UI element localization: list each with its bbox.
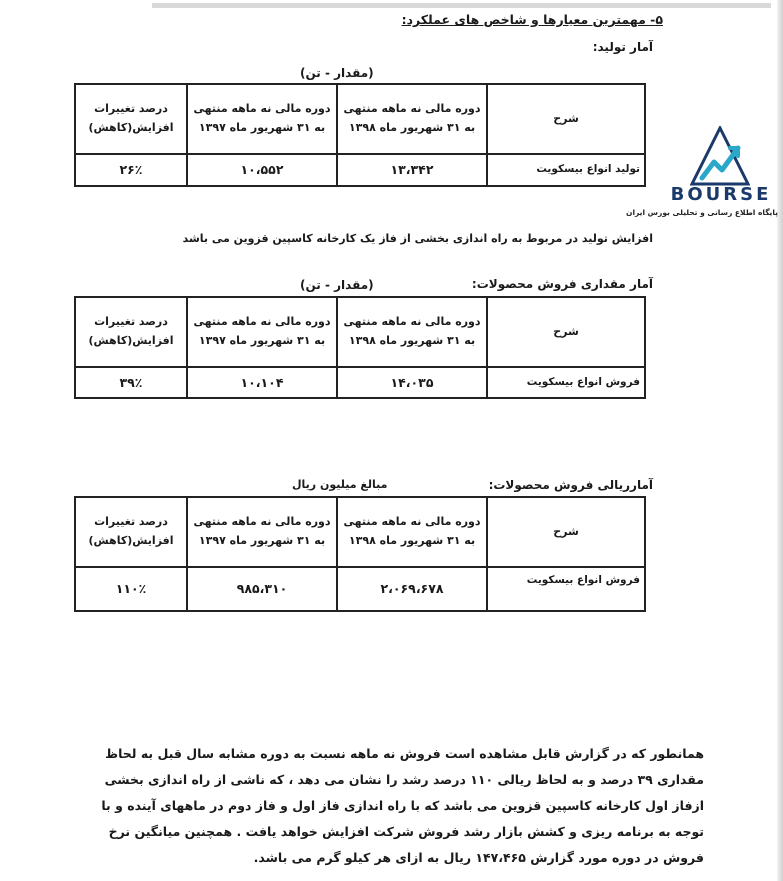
row-label: تولید انواع بیسکویت [487,154,645,186]
production-label: آمار تولید: [592,40,653,54]
value-current: ۱۳،۳۴۲ [337,154,487,186]
header-change: درصد تغییرات افزایش(کاهش) [75,297,187,367]
header-desc: شرح [487,497,645,567]
header-previous: دوره مالی نه ماهه منتهی به ۳۱ شهریور ماه ۱۳۹۷ [187,84,337,154]
sales-quantity-table [74,296,646,399]
header-current: دوره مالی نه ماهه منتهی به ۳۱ شهریور ماه ۱۳۹۸ [337,297,487,367]
table-header-row [75,297,645,367]
header-current: دوره مالی نه ماهه منتهی به ۳۱ شهریور ماه ۱۳۹۸ [337,497,487,567]
value-current: ۱۴،۰۳۵ [337,367,487,398]
header-change: درصد تغییرات افزایش(کاهش) [75,497,187,567]
paragraph-line: همانطور که در گزارش قابل مشاهده است فروش نه ماهه نسبت به دوره مشابه سال قبل به لحاظ [105,746,704,761]
production-table [74,83,646,187]
value-previous: ۱۰،۵۵۲ [187,154,337,186]
header-desc: شرح [487,297,645,367]
summary-paragraph [62,741,704,871]
logo-wordmark: BOURSE [670,184,772,205]
value-previous: ۹۸۵،۳۱۰ [187,567,337,611]
table-row [75,367,645,398]
paragraph-line: توجه به برنامه ریزی و کشش بازار رشد فروش شرکت افزایش خواهد یافت . همچنین میانگین نرخ [108,824,704,839]
logo-tagline: پایگاه اطلاع رسانی و تحلیلی بورس ایران [626,208,778,217]
table-row [75,154,645,186]
section-heading: ۵- مهمترین معیارها و شاخص های عملکرد: [401,12,663,27]
value-change: ۱۱۰٪ [75,567,187,611]
table-header-row [75,84,645,154]
sales-quantity-label: آمار مقداری فروش محصولات: [471,277,653,291]
paragraph-line: فروش در دوره مورد گزارش ۱۴۷،۴۶۵ ریال به ازای هر کیلو گرم می باشد. [253,850,704,865]
row-label: فروش انواع بیسکویت [487,367,645,398]
value-current: ۲،۰۶۹،۶۷۸ [337,567,487,611]
row-label: فروش انواع بیسکویت [487,567,645,611]
bourse-logo-icon [690,126,750,186]
sales-quantity-unit: (مقدار - تن) [300,278,374,292]
paragraph-line: ازفاز اول کارخانه کاسپین قزوین می باشد که با راه اندازی فاز اول و فاز دوم در ماههای آینده و با [101,798,704,813]
bourse-logo [626,126,778,222]
header-current: دوره مالی نه ماهه منتهی به ۳۱ شهریور ماه ۱۳۹۸ [337,84,487,154]
header-desc: شرح [487,84,645,154]
top-scan-bar [152,3,771,8]
header-previous: دوره مالی نه ماهه منتهی به ۳۱ شهریور ماه ۱۳۹۷ [187,297,337,367]
header-change: درصد تغییرات افزایش(کاهش) [75,84,187,154]
sales-value-table [74,496,646,612]
value-previous: ۱۰،۱۰۴ [187,367,337,398]
production-unit: (مقدار - تن) [300,66,374,80]
paragraph-line: مقداری ۳۹ درصد و به لحاظ ریالی ۱۱۰ درصد رشد را نشان می دهد ، که ناشی از راه اندازی بخشی [104,772,704,787]
sales-value-label: آمارریالی فروش محصولات: [488,478,653,492]
value-change: ۳۹٪ [75,367,187,398]
sales-value-unit: مبالغ میلیون ریال [292,478,388,491]
production-note: افزایش تولید در مربوط به راه اندازی بخشی از فاز یک کارخانه کاسپین قزوین می باشد [182,232,653,245]
value-change: ۲۶٪ [75,154,187,186]
table-header-row [75,497,645,567]
table-row [75,567,645,611]
header-previous: دوره مالی نه ماهه منتهی به ۳۱ شهریور ماه ۱۳۹۷ [187,497,337,567]
